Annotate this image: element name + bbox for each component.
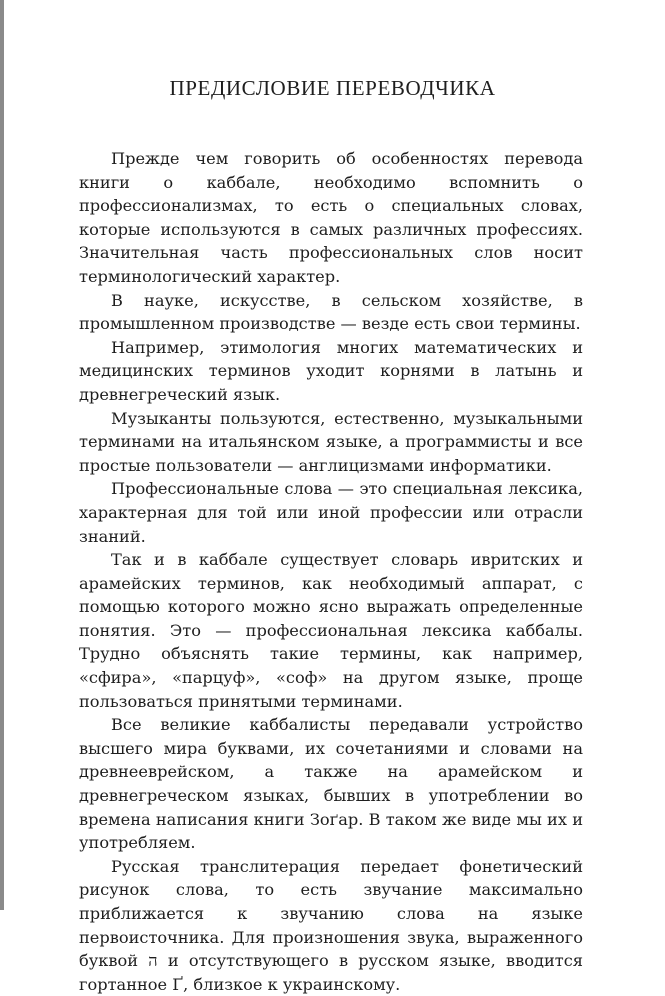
page-title: ПРЕДИСЛОВИЕ ПЕРЕВОДЧИКА [169,76,496,100]
body-text [79,147,583,996]
paragraph-5: Профессиональные слова — это специальная лексика, характерная для той или иной профессии или отрасли знаний. [79,479,583,546]
paragraph-3: Например, этимология многих математических и медицинских терминов уходит корнями в латынь и древнегреческий язык. [79,337,583,404]
paragraph-6: Так и в каббале существует словарь ивритских и арамейских терминов, как необходимый аппарат, с помощью которого можно ясно выражать определенные понятия. Это — профессиональная лексика каббалы. Трудно объяснять такие термины, как например, «сфира», «парцуф», «соф» на другом языке, проще пользоваться принятыми терминами. [79,550,583,711]
paragraph-2: В науке, искусстве, в сельском хозяйстве, в промышленном производстве — везде есть свои термины. [79,290,583,334]
paragraph-1: Прежде чем говорить об особенностях перевода книги о каббале, необходимо вспомнить о профессионализмах, то есть о специальных словах, которые используются в самых различных профессиях. Значительная часть профессиональных слов носит терминологический характер. [79,149,583,286]
paragraph-4: Музыканты пользуются, естественно, музыкальными терминами на итальянском языке, а программисты и все простые пользователи — англицизмами информатики. [79,408,583,475]
paragraph-7: Все великие каббалисты передавали устройство высшего мира буквами, их сочетаниями и словами на древнееврейском, а также на арамейском и древнегреческом языках, бывших в употреблении во времена написания книги Зоґар. В таком же виде мы их и употребляем. [79,715,583,853]
paragraph-8: Русская транслитерация передает фонетический рисунок слова, то есть звучание максимально приближается к звучанию слова на языке первоисточника. Для произношения звука, выраженного буквой ה и отсутствующего в русском языке, вводится гортанное Ґ, близкое к украинскому. [79,856,583,994]
